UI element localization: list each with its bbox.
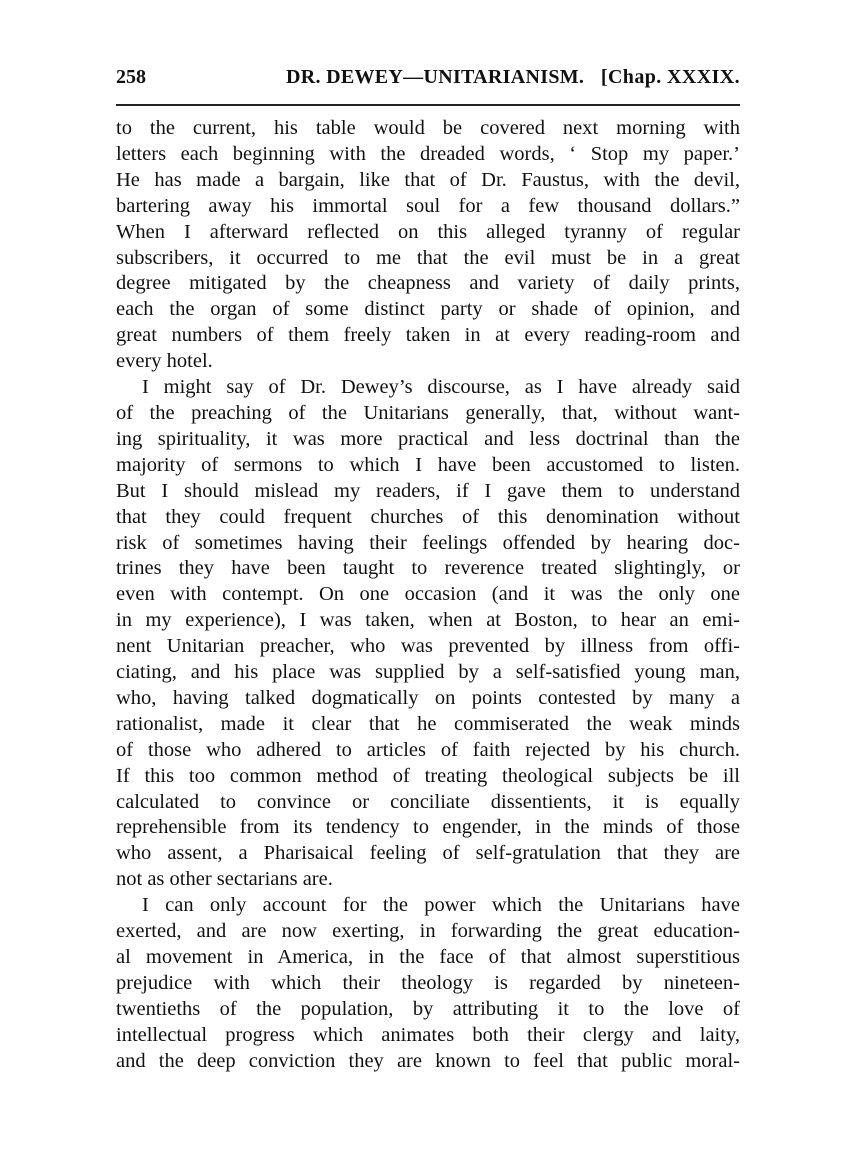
running-header	[116, 62, 740, 92]
text-line: reprehensible from its tendency to engender, in the minds of those	[116, 816, 740, 839]
text-line: If this too common method of treating theological subjects be ill	[116, 764, 740, 787]
text-line: who assent, a Pharisaical feeling of self-gratulation that they are	[116, 842, 740, 865]
text-line: who, having talked dogmatically on points contested by many a	[116, 686, 740, 709]
text-line: each the organ of some distinct party or shade of opinion, and	[116, 298, 740, 321]
header-rule	[116, 104, 740, 106]
text-line: degree mitigated by the cheapness and variety of daily prints,	[116, 272, 740, 295]
text-line: He has made a bargain, like that of Dr. Faustus, with the devil,	[116, 168, 740, 191]
text-line: nent Unitarian preacher, who was prevented by illness from offi-	[116, 635, 740, 658]
text-line: subscribers, it occurred to me that the evil must be in a great	[116, 246, 740, 269]
text-line: prejudice with which their theology is regarded by nineteen-	[116, 971, 740, 994]
paragraph	[116, 116, 740, 375]
chapter-label: [Chap. XXXIX.	[600, 66, 740, 88]
text-line: even with contempt. On one occasion (and it was the only one	[116, 583, 740, 606]
running-title: DR. DEWEY—UNITARIANISM.	[286, 66, 585, 88]
text-line: When I afterward reflected on this alleged tyranny of regular	[116, 220, 740, 243]
text-line: exerted, and are now exerting, in forwarding the great education-	[116, 920, 740, 943]
text-line: and the deep conviction they are known to feel that public moral-	[116, 1049, 740, 1072]
text-line: great numbers of them freely taken in at every reading-room and	[116, 324, 740, 347]
text-line: bartering away his immortal soul for a few thousand dollars.”	[116, 194, 740, 217]
text-line: ciating, and his place was supplied by a self-satisfied young man,	[116, 661, 740, 684]
text-line: risk of sometimes having their feelings offended by hearing doc-	[116, 531, 740, 554]
paragraph	[116, 375, 740, 893]
text-line: intellectual progress which animates both their clergy and laity,	[116, 1023, 740, 1046]
text-line: trines they have been taught to reverence treated slightingly, or	[116, 557, 740, 580]
text-line: every hotel.	[116, 350, 213, 373]
text-line: rationalist, made it clear that he commiserated the weak minds	[116, 712, 740, 735]
body-text	[116, 116, 740, 1075]
text-line: not as other sectarians are.	[116, 868, 333, 891]
text-line: in my experience), I was taken, when at Boston, to hear an emi-	[116, 609, 740, 632]
paragraph	[116, 893, 740, 1074]
text-line: of those who adhered to articles of faith rejected by his church.	[116, 738, 740, 761]
text-line: calculated to convince or conciliate dissentients, it is equally	[116, 790, 740, 813]
text-line: that they could frequent churches of this denomination without	[116, 505, 740, 528]
text-line: I might say of Dr. Dewey’s discourse, as I have already said	[142, 376, 740, 399]
text-line: letters each beginning with the dreaded words, ‘ Stop my paper.’	[116, 142, 740, 165]
text-line: twentieths of the population, by attributing it to the love of	[116, 997, 740, 1020]
text-line: ing spirituality, it was more practical and less doctrinal than the	[116, 427, 740, 450]
text-line: I can only account for the power which the Unitarians have	[142, 894, 740, 917]
page-number: 258	[116, 66, 146, 88]
text-line: But I should mislead my readers, if I gave them to understand	[116, 479, 740, 502]
text-line: of the preaching of the Unitarians generally, that, without want-	[116, 401, 740, 424]
text-line: al movement in America, in the face of that almost superstitious	[116, 946, 740, 968]
text-line: to the current, his table would be covered next morning with	[116, 117, 740, 139]
text-line: majority of sermons to which I have been accustomed to listen.	[116, 453, 740, 476]
